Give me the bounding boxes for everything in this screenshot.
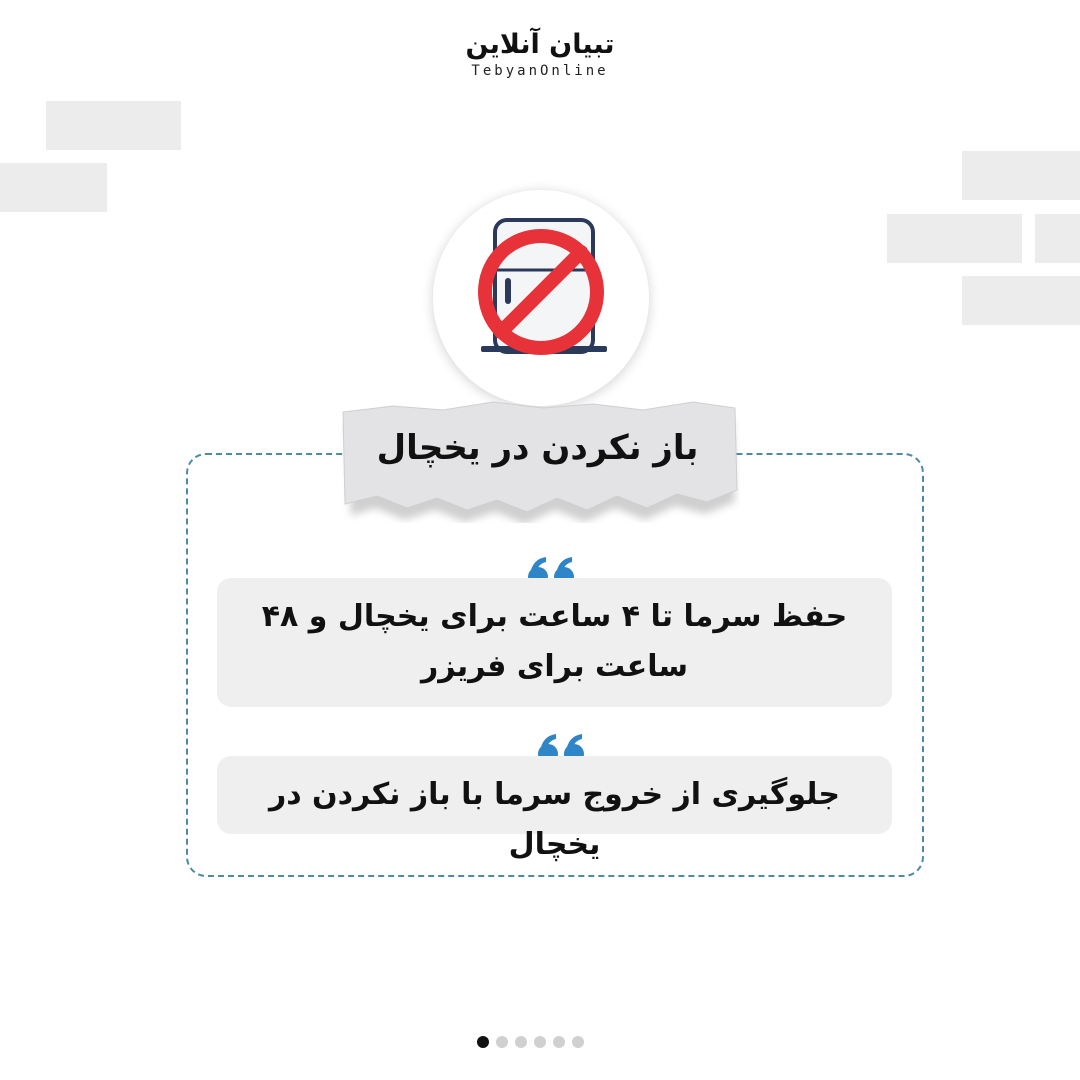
decorative-block <box>887 214 1022 263</box>
pagination-dot[interactable] <box>534 1036 546 1048</box>
card-text: حفظ سرما تا ۴ ساعت برای یخچال و ۴۸ ساعت برای فریزر <box>261 599 848 684</box>
no-fridge-icon <box>461 212 621 362</box>
decorative-block <box>0 163 107 212</box>
pagination-dot[interactable] <box>496 1036 508 1048</box>
info-card <box>217 756 892 862</box>
card-text: جلوگیری از خروج سرما با باز نکردن در یخچال <box>268 777 841 862</box>
info-card <box>217 578 892 707</box>
brand-logo <box>440 28 640 80</box>
pagination-dots[interactable] <box>477 1035 584 1049</box>
pagination-dot[interactable] <box>515 1036 527 1048</box>
page-title: باز نکردن در یخچال <box>376 428 699 468</box>
pagination-dot[interactable] <box>477 1036 489 1048</box>
logo-persian: تبیان آنلاین <box>465 29 615 60</box>
decorative-block <box>1035 214 1080 263</box>
decorative-block <box>962 276 1080 325</box>
icon-badge <box>433 190 649 406</box>
pagination-dot[interactable] <box>572 1036 584 1048</box>
pagination-dot[interactable] <box>553 1036 565 1048</box>
decorative-block <box>962 151 1080 200</box>
decorative-block <box>46 101 181 150</box>
title-banner <box>335 398 740 523</box>
logo-latin: TebyanOnline <box>471 63 609 79</box>
